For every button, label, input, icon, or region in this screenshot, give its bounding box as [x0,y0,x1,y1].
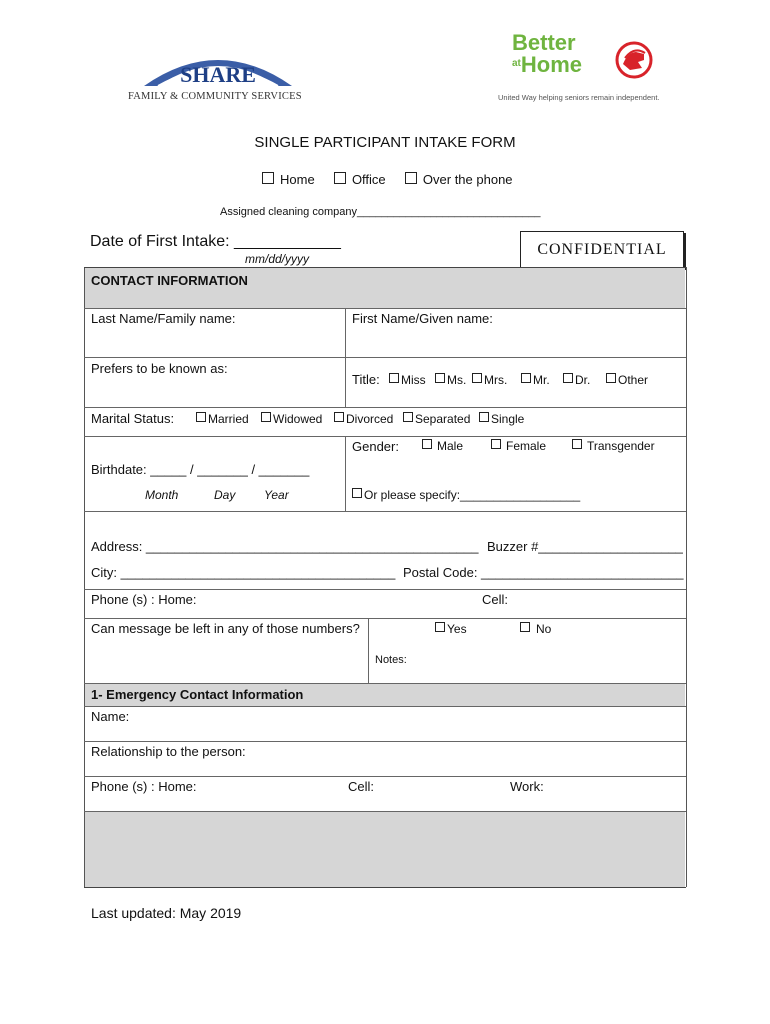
date-first-intake-field[interactable]: Date of First Intake: ____________ [90,233,341,250]
last-name-field[interactable]: Last Name/Family name: [91,311,236,326]
checkbox-icon[interactable] [479,412,489,422]
home-word: Home [520,52,583,77]
postal-code-field[interactable]: Postal Code: ____________________________ [403,565,684,580]
share-name: SHARE [180,62,256,87]
checkbox-icon[interactable] [563,373,573,383]
prefers-known-as-field[interactable]: Prefers to be known as: [91,361,228,376]
assigned-cleaning-field[interactable]: Assigned cleaning company______________________________ [220,206,541,218]
checkbox-icon[interactable] [472,373,482,383]
checkbox-icon[interactable] [422,439,432,449]
contact-header: CONTACT INFORMATION [91,273,248,288]
message-question: Can message be left in any of those numbers? [91,621,360,636]
checkbox-icon[interactable] [403,412,413,422]
checkbox-icon[interactable] [262,172,274,184]
gender-specify-field[interactable]: Or please specify:__________________ [352,488,580,502]
checkbox-icon[interactable] [405,172,417,184]
message-yes[interactable]: Yes [435,622,467,636]
share-logo [128,40,308,108]
checkbox-icon[interactable] [334,412,344,422]
emergency-phone-home-field[interactable]: Phone (s) : Home: [91,779,197,794]
first-name-field[interactable]: First Name/Given name: [352,311,493,326]
checkbox-icon[interactable] [435,373,445,383]
marital-separated[interactable]: Separated [403,412,470,426]
confidential-label: CONFIDENTIAL [537,241,667,258]
marital-widowed[interactable]: Widowed [261,412,322,426]
at-word: at [512,58,521,69]
emergency-work-field[interactable]: Work: [510,779,544,794]
city-field[interactable]: City: ______________________________________ [91,565,396,580]
checkbox-icon[interactable] [196,412,206,422]
checkbox-icon[interactable] [521,373,531,383]
title-dr[interactable]: Dr. [563,373,590,387]
emergency-relationship-field[interactable]: Relationship to the person: [91,744,246,759]
location-home[interactable]: Home [262,172,315,187]
shaded-blank-area [85,812,685,887]
buzzer-field[interactable]: Buzzer #____________________ [487,539,683,554]
checkbox-icon[interactable] [520,622,530,632]
checkbox-icon[interactable] [572,439,582,449]
birth-month-hint: Month [145,488,179,502]
birth-year-hint: Year [264,488,289,502]
title-ms[interactable]: Ms. [435,373,466,387]
united-way-tagline: United Way helping seniors remain independent. [498,93,660,102]
gender-label: Gender: [352,439,399,454]
location-options [262,172,513,187]
title-label: Title: [352,372,380,387]
better-word: Better [512,30,576,55]
title-mrs[interactable]: Mrs. [472,373,507,387]
marital-married[interactable]: Married [196,412,249,426]
phone-cell-field[interactable]: Cell: [482,592,509,607]
united-way-hand-icon [614,40,654,80]
location-office[interactable]: Office [334,172,386,187]
gender-male[interactable]: Male [422,439,463,453]
address-field[interactable]: Address: ______________________________________________ [91,539,479,554]
title-mr[interactable]: Mr. [521,373,550,387]
checkbox-icon[interactable] [261,412,271,422]
checkbox-icon[interactable] [435,622,445,632]
marital-divorced[interactable]: Divorced [334,412,393,426]
message-no[interactable]: No [520,622,551,636]
title-miss[interactable]: Miss [389,373,426,387]
better-at-home-logo [498,30,678,110]
emergency-cell-field[interactable]: Cell: [348,779,375,794]
confidential-box [520,231,684,268]
share-tagline: FAMILY & COMMUNITY SERVICES [128,91,302,102]
checkbox-icon[interactable] [491,439,501,449]
gender-transgender[interactable]: Transgender [572,439,655,453]
marital-status-label: Marital Status: [91,411,175,426]
date-format-hint: mm/dd/yyyy [245,252,310,266]
checkbox-icon[interactable] [334,172,346,184]
birth-day-hint: Day [214,488,236,502]
checkbox-icon[interactable] [606,373,616,383]
marital-single[interactable]: Single [479,412,524,426]
checkbox-icon[interactable] [389,373,399,383]
last-updated: Last updated: May 2019 [91,905,242,921]
gender-female[interactable]: Female [491,439,546,453]
emergency-name-field[interactable]: Name: [91,709,130,724]
checkbox-icon[interactable] [352,488,362,498]
form-title: SINGLE PARTICIPANT INTAKE FORM [254,134,516,151]
title-other[interactable]: Other [606,373,648,387]
notes-field[interactable]: Notes: [375,654,407,666]
phone-home-field[interactable]: Phone (s) : Home: [91,592,197,607]
location-phone[interactable]: Over the phone [405,172,513,187]
emergency-header: 1- Emergency Contact Information [91,687,304,702]
birthdate-field[interactable]: Birthdate: _____ / _______ / _______ [91,462,310,477]
